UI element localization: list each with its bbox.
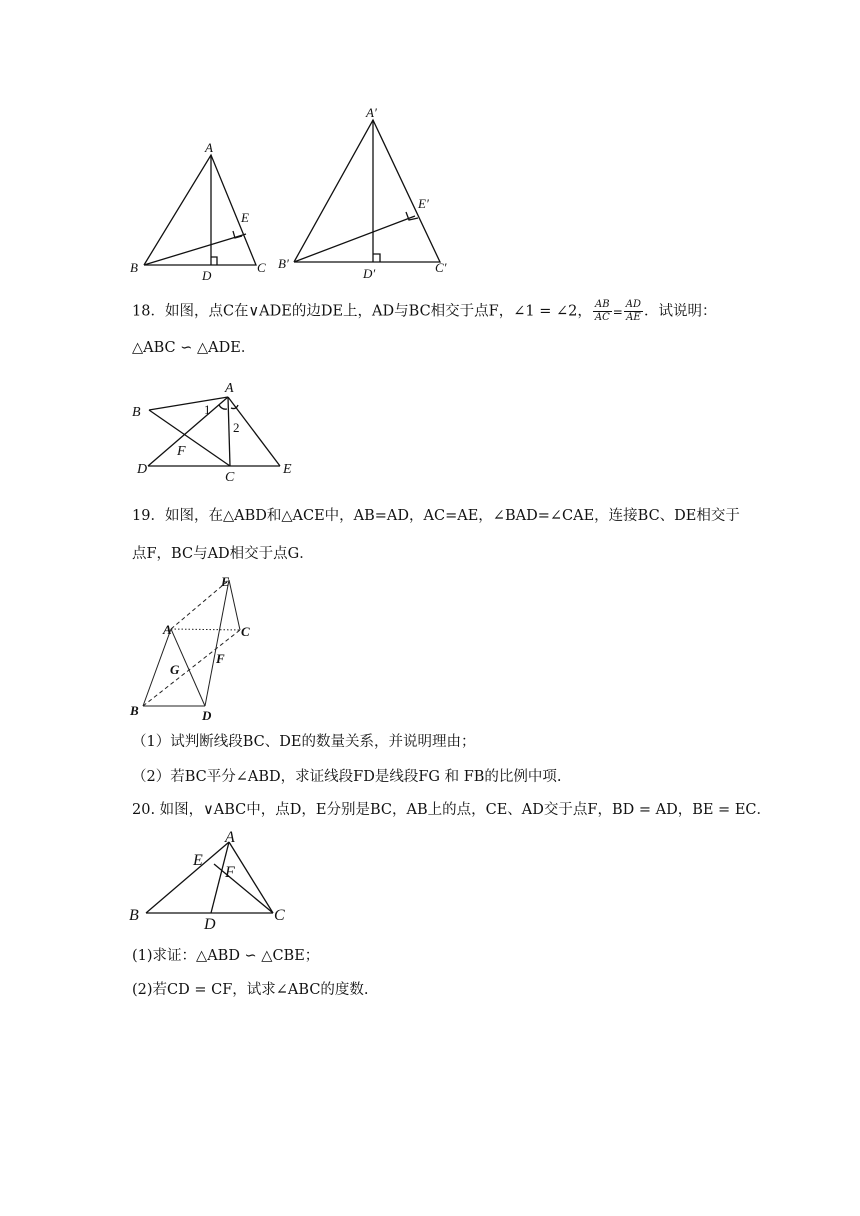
q17-label-c: C	[257, 260, 266, 275]
q18-label-1: 1	[204, 402, 211, 417]
q19-part1: （1）试判断线段BC、DE的数量关系，并说明理由；	[132, 734, 476, 750]
q20-label-b: B	[129, 907, 139, 924]
q18-fraction-left	[593, 299, 612, 324]
q19-line2: 点F，BC与AD相交于点G．	[132, 546, 314, 562]
fraction-equals: =	[612, 304, 623, 319]
q17-label-d-prime: D′	[363, 266, 376, 281]
q19-label-a: A	[163, 622, 172, 637]
q19-label-d: D	[202, 708, 212, 723]
q18-figure	[128, 378, 303, 483]
q18-label-2: 2	[233, 420, 240, 435]
q17-label-b: B	[130, 260, 138, 275]
q20-label-e: E	[193, 852, 203, 869]
frac-left-den: AC	[594, 312, 610, 323]
q17-label-a-prime: A′	[366, 105, 377, 120]
q17-label-c-prime: C′	[435, 260, 447, 275]
q17-label-e: E	[241, 210, 249, 225]
q18-line2: △ABC ∽ △ADE．	[132, 340, 256, 356]
q19-label-g: G	[170, 662, 180, 677]
q19-label-c: C	[241, 624, 250, 639]
q18-label-a: A	[225, 381, 234, 396]
q20-line1: 20. 如图，∨ABC中，点D，E分别是BC，AB上的点，CE、AD交于点F，BD = AD，BE = EC．	[132, 802, 771, 818]
q18-label-d: D	[137, 462, 148, 477]
q18-label-f: F	[177, 444, 186, 459]
q18-label-c: C	[225, 470, 235, 483]
q19-figure	[125, 570, 265, 725]
q18-line1	[132, 299, 717, 324]
q18-text-after: ．试说明：	[644, 303, 717, 320]
q17-label-e-prime: E′	[418, 196, 429, 211]
q19-line1: 19．如图，在△ABD和△ACE中，AB=AD，AC=AE，∠BAD=∠CAE，连接BC、DE相交于	[132, 508, 740, 524]
frac-left-num: AB	[593, 299, 612, 312]
q20-part2: (2)若CD = CF，试求∠ABC的度数.	[132, 982, 369, 998]
q18-fraction-right	[624, 299, 643, 324]
q18-text-before: 18．如图，点C在∨ADE的边DE上，AD与BC相交于点F，∠1 = ∠2，	[132, 303, 592, 320]
q20-label-d: D	[204, 916, 216, 931]
q20-label-a: A	[225, 829, 235, 846]
q20-part1: (1)求证：△ABD ∽ △CBE；	[132, 948, 320, 964]
q20-figure	[128, 826, 293, 931]
q17-label-a: A	[205, 140, 213, 155]
q19-label-f: F	[216, 651, 225, 666]
frac-right-den: AE	[626, 312, 641, 323]
frac-right-num: AD	[625, 299, 642, 310]
q19-part2: （2）若BC平分∠ABD，求证线段FD是线段FG 和 FB的比例中项.	[132, 769, 562, 785]
q18-label-e: E	[283, 462, 292, 477]
q19-label-b: B	[130, 703, 139, 718]
q20-label-c: C	[274, 907, 285, 924]
q17-figure	[120, 100, 460, 285]
q17-label-d: D	[202, 268, 212, 283]
q20-label-f: F	[225, 864, 235, 881]
q18-label-b: B	[132, 405, 141, 420]
q17-label-b-prime: B′	[278, 256, 289, 271]
q19-label-e: E	[221, 574, 230, 589]
